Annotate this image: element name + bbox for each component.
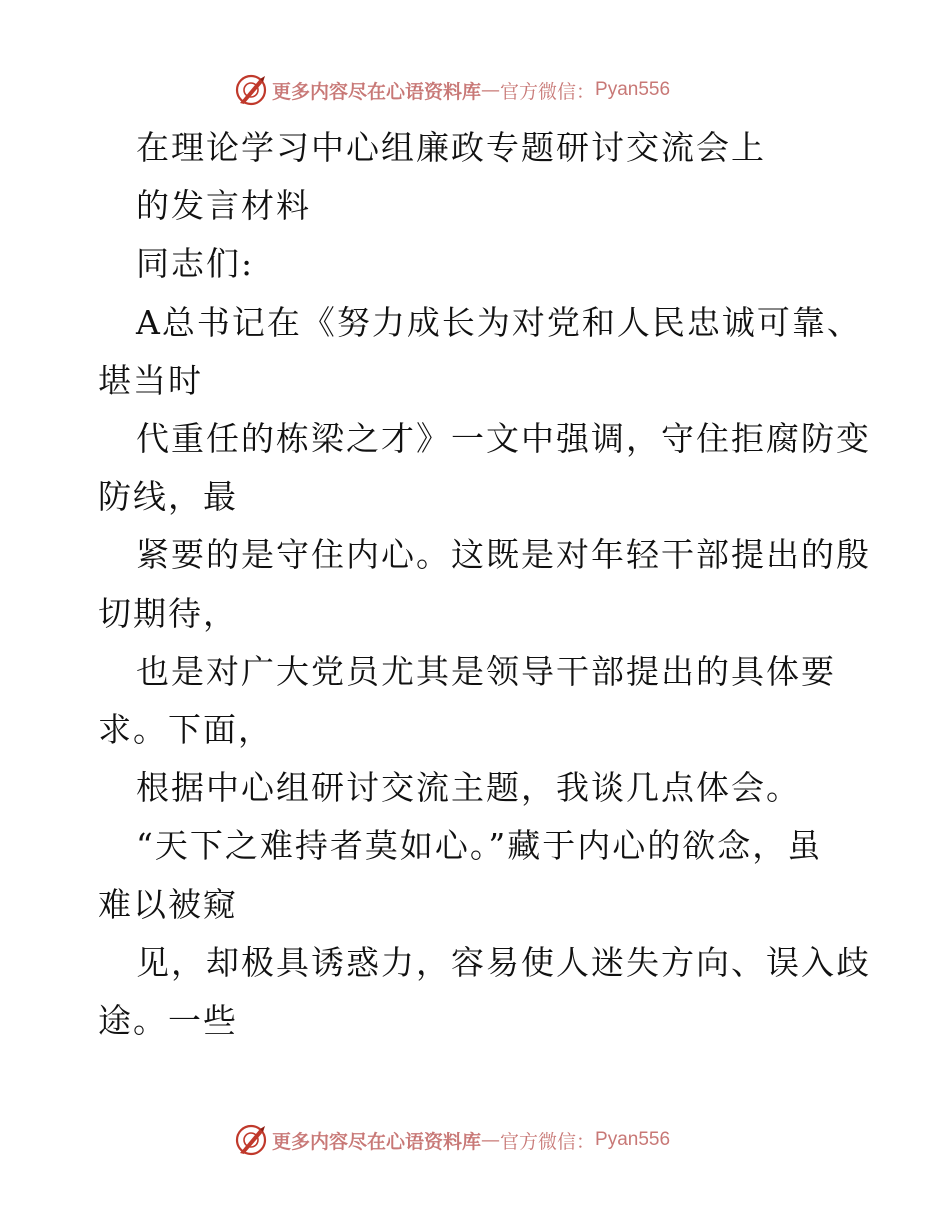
quill-logo-icon	[234, 73, 268, 107]
paragraph-line: 紧要的是守住内心。这既是对年轻干部提出的殷	[136, 535, 871, 574]
paragraph-line: 途。一些	[98, 1001, 238, 1040]
watermark-title: 更多内容尽在心语资料库	[272, 80, 482, 103]
title-line-1: 在理论学习中心组廉政专题研讨交流会上	[136, 128, 766, 167]
watermark-wechat-id: Pyan556	[595, 1129, 671, 1150]
footer-watermark	[234, 1122, 670, 1158]
paragraph-line: 根据中心组研讨交流主题，我谈几点体会。	[136, 768, 801, 807]
watermark-separator: —	[481, 79, 501, 101]
paragraph-line: 也是对广大党员尤其是领导干部提出的具体要	[136, 652, 836, 691]
watermark-wechat-label: 官方微信：	[500, 1130, 596, 1153]
paragraph-line: A总书记在《努力成长为对党和人民忠诚可靠、	[136, 303, 862, 342]
paragraph-line: 堪当时	[98, 361, 203, 400]
salutation-line: 同志们:	[136, 244, 255, 283]
paragraph-line: 求。下面，	[98, 710, 273, 749]
paragraph-line: 难以被窥	[98, 885, 238, 924]
paragraph-line: 防线，最	[98, 477, 238, 516]
header-watermark	[234, 72, 670, 108]
paragraph-line: “天下之难持者莫如心。”藏于内心的欲念，虽	[136, 826, 823, 865]
paragraph-line: 见，却极具诱惑力，容易使人迷失方向、误入歧	[136, 943, 871, 982]
title-line-2: 的发言材料	[136, 186, 311, 225]
paragraph-line: 切期待，	[98, 594, 238, 633]
quill-logo-icon	[234, 1123, 268, 1157]
watermark-wechat-id: Pyan556	[595, 79, 671, 100]
watermark-separator: —	[481, 1129, 501, 1151]
watermark-title: 更多内容尽在心语资料库	[272, 1130, 482, 1153]
paragraph-line: 代重任的栋梁之才》一文中强调，守住拒腐防变	[136, 419, 871, 458]
watermark-wechat-label: 官方微信：	[500, 80, 596, 103]
